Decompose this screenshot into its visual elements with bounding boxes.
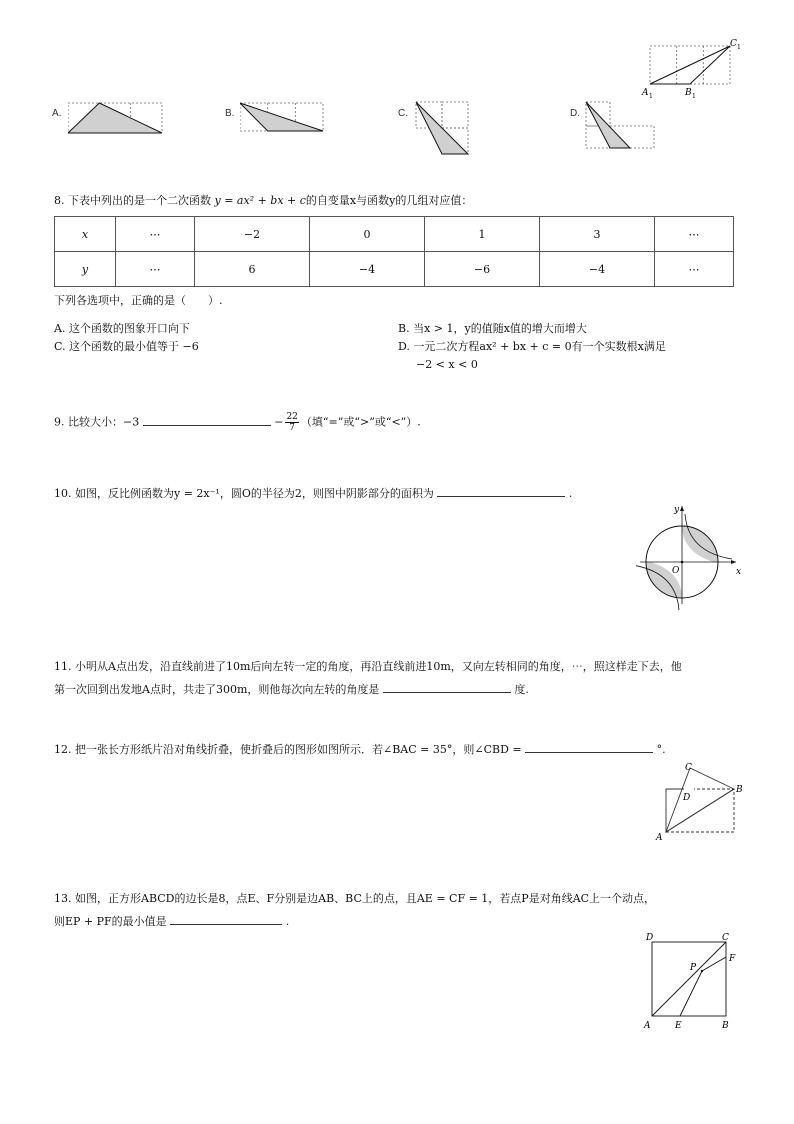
- table-cell: ⋯: [655, 217, 734, 252]
- q10-figure: [636, 500, 746, 610]
- label-a: A: [656, 833, 663, 843]
- q10-answer-blank[interactable]: [437, 484, 565, 497]
- q10-stem: [54, 484, 572, 501]
- q12-figure: [650, 760, 750, 844]
- q9-answer-blank[interactable]: [143, 413, 271, 426]
- q11-line1: 小明从A点出发，沿直线前进了10m后向左转一定的角度，再沿直线前进10m，又向左转相同的角度，⋯，照这样走下去，他: [75, 660, 682, 673]
- q7-option-a-label[interactable]: A.: [52, 108, 62, 119]
- q9-text-pre: 比较大小：−3: [68, 415, 140, 429]
- label-a1: A: [642, 88, 649, 98]
- q11-stem-cont: [54, 680, 529, 697]
- q13-answer-blank[interactable]: [170, 912, 282, 925]
- label-c: C: [685, 763, 692, 773]
- table-cell: −6: [425, 252, 540, 287]
- table-cell: y: [55, 252, 116, 287]
- q10-text-pre: 如图，反比例函数为y = 2x⁻¹，圆O的半径为2，则图中阴影部分的面积为: [75, 487, 434, 500]
- q9-frac-num: 22: [286, 412, 298, 422]
- q9-fraction: [285, 412, 298, 433]
- q9-number: 9.: [54, 415, 65, 429]
- q13-line2-post: .: [285, 915, 290, 928]
- label-d: D: [683, 793, 691, 803]
- q13-stem: [54, 892, 655, 906]
- label-y: y: [674, 505, 680, 515]
- q9-frac-sign: −: [274, 415, 284, 429]
- q7-option-a-figure[interactable]: [68, 102, 166, 136]
- q7-option-c-label[interactable]: C.: [398, 108, 408, 119]
- q8-option-b[interactable]: B. 当x > 1，y的值随x值的增大而增大: [398, 322, 587, 335]
- table-row-x: [55, 217, 734, 252]
- q13-line1: 如图，正方形ABCD的边长是8，点E、F分别是边AB、BC上的点，且AE = CF = 1，若点P是对角线AC上一个动点，: [75, 892, 656, 905]
- table-row-y: [55, 252, 734, 287]
- q12-text-pre: 把一张长方形纸片沿对角线折叠，使折叠后的图形如图所示．若∠BAC = 35°，则∠CBD =: [75, 743, 522, 756]
- q13-line2-pre: 则EP + PF的最小值是: [54, 915, 167, 928]
- q12-answer-blank[interactable]: [525, 740, 653, 753]
- label-b: B: [736, 785, 743, 795]
- q8-stem-pre: 下表中列出的是一个二次函数: [68, 194, 211, 207]
- label-c: C: [722, 933, 729, 943]
- q13-figure: [640, 930, 750, 1034]
- table-cell: 1: [425, 217, 540, 252]
- label-b1: B: [685, 88, 692, 98]
- q7-option-d-figure[interactable]: [584, 100, 658, 152]
- q10-number: 10.: [54, 487, 72, 500]
- q8-value-table: [54, 216, 734, 287]
- table-cell: 6: [195, 252, 310, 287]
- q13-number: 13.: [54, 892, 72, 905]
- q12-text-post: °.: [656, 743, 666, 756]
- q8-prompt: 下列各选项中，正确的是（ ）.: [54, 294, 223, 307]
- q9-frac-den: 7: [289, 423, 296, 433]
- table-cell: −4: [310, 252, 425, 287]
- label-o: O: [672, 566, 680, 576]
- q8-stem-post: 的自变量x与函数y的几组对应值：: [305, 194, 473, 207]
- q11-line2-pre: 第一次回到出发地A点时，共走了300m，则他每次向左转的角度是: [54, 683, 380, 696]
- label-p: P: [690, 963, 697, 973]
- label-e: E: [675, 1021, 682, 1031]
- q8-option-d[interactable]: D. 一元二次方程ax² + bx + c = 0有一个实数根x满足: [398, 340, 666, 353]
- table-cell: 0: [310, 217, 425, 252]
- label-b: B: [722, 1021, 729, 1031]
- q10-text-post: .: [568, 487, 573, 500]
- label-x: x: [736, 567, 742, 577]
- q8-stem-formula: y = ax² + bx + c: [214, 194, 306, 207]
- q7-reference-figure: [640, 38, 750, 102]
- label-d: D: [646, 933, 654, 943]
- q8-option-d-cont: −2 < x < 0: [416, 358, 478, 371]
- q8-stem: [54, 194, 472, 208]
- table-cell: ⋯: [116, 252, 195, 287]
- label-f: F: [729, 954, 736, 964]
- q7-option-c-figure[interactable]: [414, 100, 474, 156]
- table-cell: ⋯: [116, 217, 195, 252]
- q8-option-c[interactable]: C. 这个函数的最小值等于 −6: [54, 340, 199, 353]
- q12-number: 12.: [54, 743, 72, 756]
- table-cell: 3: [540, 217, 655, 252]
- label-a1-sub: 1: [649, 93, 653, 100]
- label-b1-sub: 1: [692, 93, 696, 100]
- q8-number: 8.: [54, 194, 65, 207]
- q13-stem-cont: [54, 912, 289, 929]
- table-cell: x: [55, 217, 116, 252]
- q9-stem: [54, 412, 421, 433]
- table-cell: −4: [540, 252, 655, 287]
- q7-option-b-label[interactable]: B.: [225, 108, 235, 119]
- q12-stem: [54, 740, 666, 757]
- q11-number: 11.: [54, 660, 72, 673]
- q11-line2-post: 度.: [514, 683, 529, 696]
- q7-option-b-figure[interactable]: [240, 102, 326, 136]
- q11-answer-blank[interactable]: [383, 680, 511, 693]
- label-c1-sub: 1: [737, 44, 741, 51]
- label-c1: C: [730, 39, 737, 49]
- label-a: A: [644, 1021, 651, 1031]
- table-cell: −2: [195, 217, 310, 252]
- q11-stem: [54, 660, 682, 674]
- q7-option-d-label[interactable]: D.: [570, 108, 580, 119]
- q9-text-post: （填“=”或“>”或“<”）.: [300, 415, 421, 429]
- table-cell: ⋯: [655, 252, 734, 287]
- q8-option-a[interactable]: A. 这个函数的图象开口向下: [54, 322, 190, 335]
